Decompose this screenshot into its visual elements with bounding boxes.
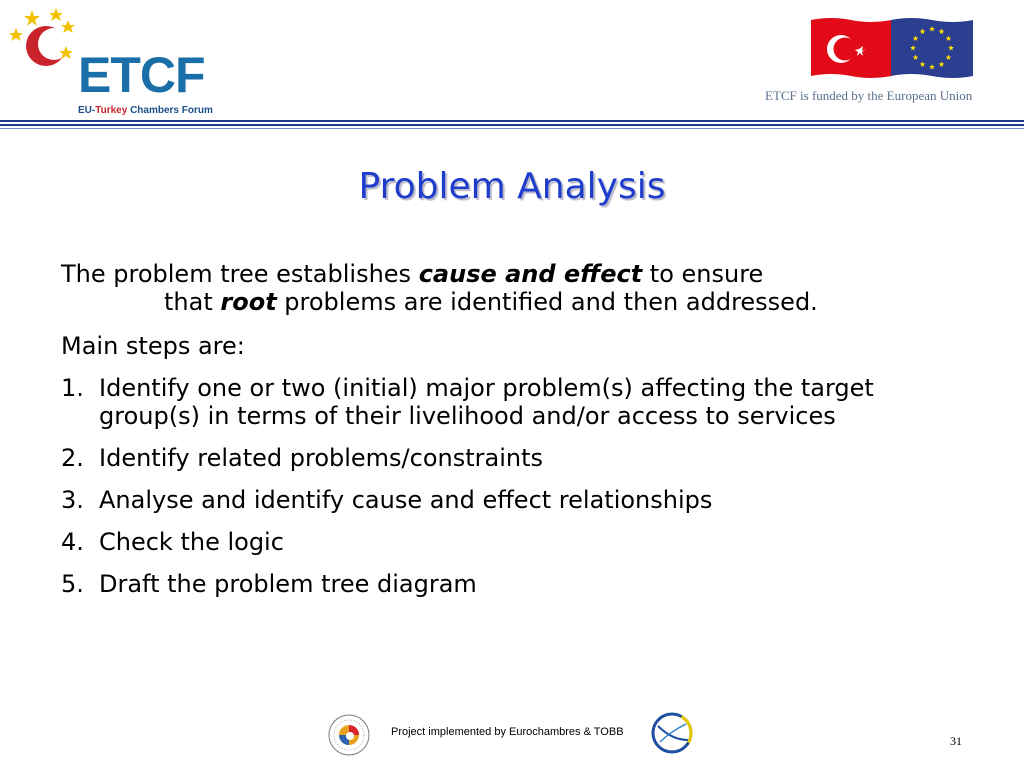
logo-sub-turkey: Turkey [95,105,128,116]
step-text: Check the logic [99,528,284,556]
header-divider [0,128,1024,129]
etcf-logo [6,6,226,118]
list-item [61,444,981,472]
intro-emphasis: root [220,288,277,316]
intro-text: that [164,288,221,316]
turkey-flag-icon [811,16,891,80]
step-number: 2. [61,444,84,472]
page-number: 31 [950,734,962,748]
step-number: 5. [61,570,84,598]
header-divider [0,120,1024,122]
logo-wordmark: ETCF [78,47,205,103]
list-item [61,570,981,598]
intro-text: The problem tree establishes [61,260,419,288]
step-text: Identify one or two (initial) major problem(s) affecting the target group(s) in terms of their livelihood and/or access to services [99,374,874,430]
list-item [61,528,981,556]
funded-by-eu-text: ETCF is funded by the European Union [765,88,973,103]
logo-sub-suffix: Chambers Forum [127,105,213,116]
intro-emphasis: cause and effect [418,260,643,288]
list-item [61,486,981,514]
eu-flag-icon [891,16,973,80]
intro-paragraph [61,260,981,316]
slide-title: Problem Analysis [358,166,666,207]
logo-subtitle [78,105,213,116]
eurochambres-logo-icon [646,710,718,756]
list-item [61,374,981,430]
logo-sub-prefix: EU- [78,105,96,116]
step-number: 1. [61,374,84,402]
tobb-seal-icon [327,712,371,758]
intro-line-2 [61,288,981,316]
step-number: 3. [61,486,84,514]
crescent-star-icon [6,6,86,76]
intro-text: to ensure [642,260,764,288]
header-divider [0,124,1024,126]
footer-project-text: Project implemented by Eurochambres & TOBB [391,726,624,738]
main-steps-label: Main steps are: [61,332,245,360]
step-text: Draft the problem tree diagram [99,570,477,598]
step-number: 4. [61,528,84,556]
slide-body [61,260,981,598]
step-text: Identify related problems/constraints [99,444,544,472]
intro-text: problems are identified and then addressed. [276,288,818,316]
step-text: Analyse and identify cause and effect relationships [99,486,713,514]
